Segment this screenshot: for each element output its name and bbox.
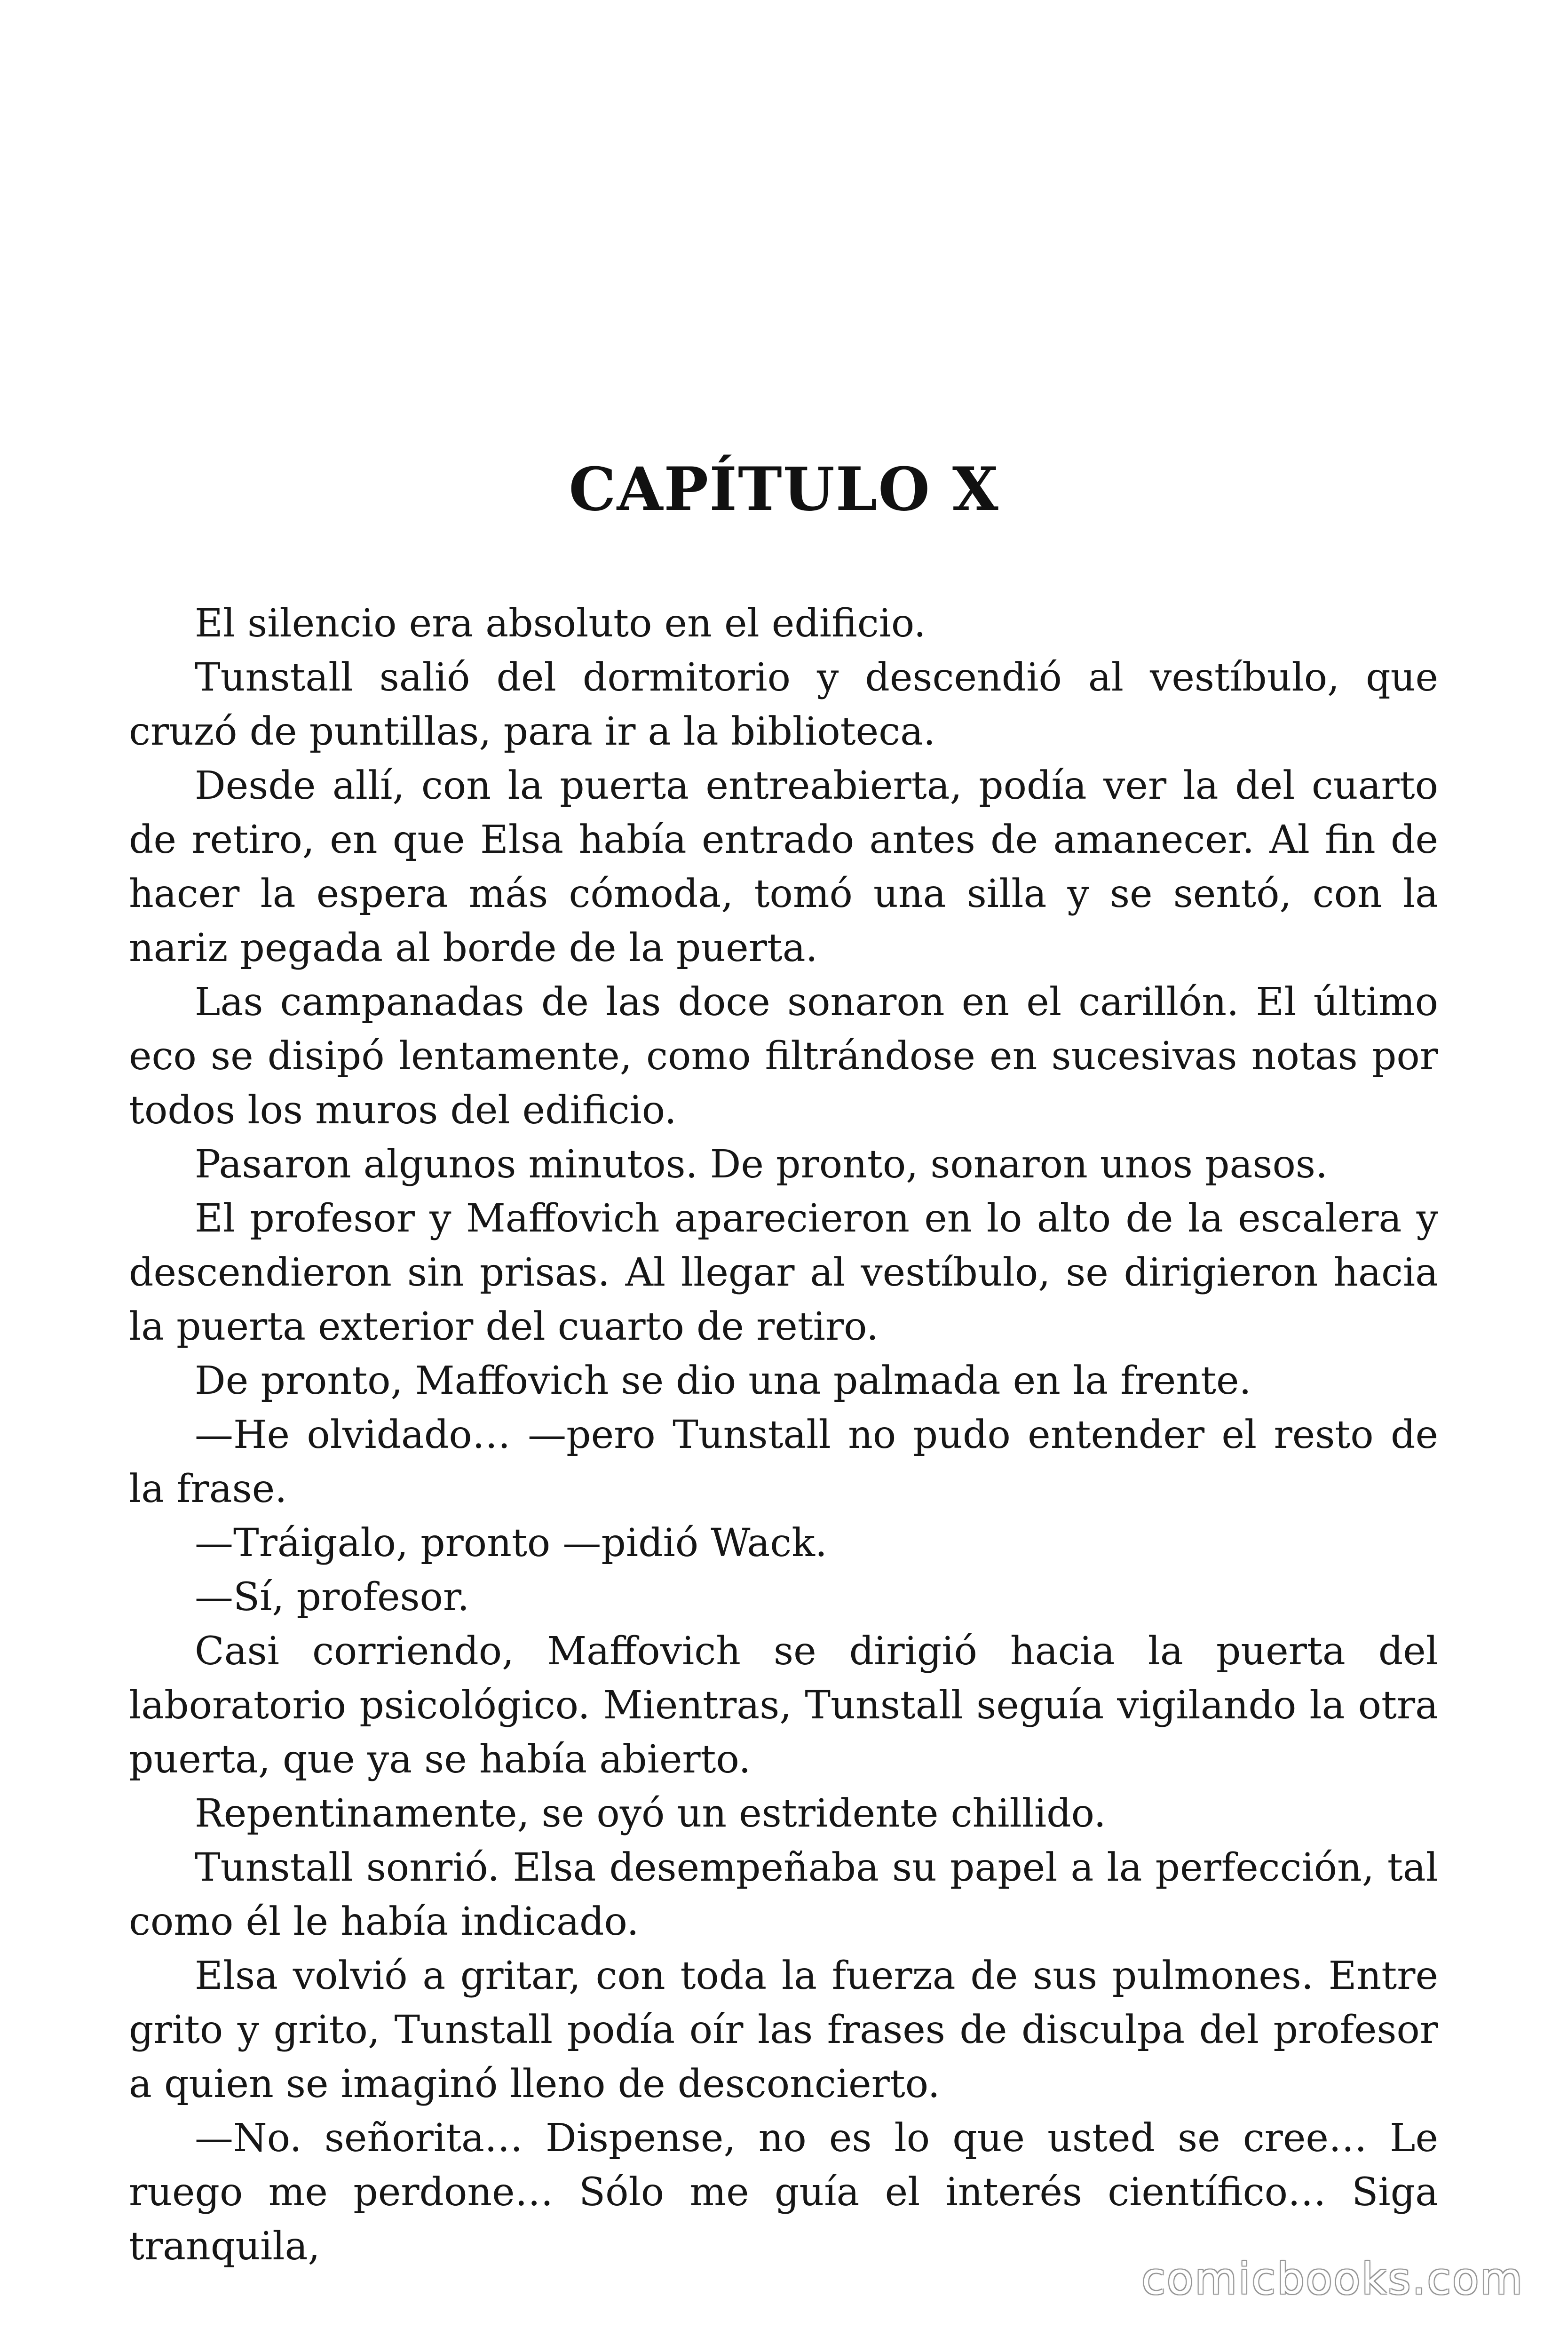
paragraph: Pasaron algunos minutos. De pronto, sonaron unos pasos.	[195, 1142, 1328, 1187]
paragraph: —He olvidado… —pero Tunstall no pudo entender el resto de la frase.	[129, 1413, 1438, 1511]
watermark: comicbooks.com	[1141, 2254, 1524, 2304]
paragraph: —No. señorita… Dispense, no es lo que usted se cree… Le ruego me perdone… Sólo me guía el interés científico… Siga tranquila,	[129, 2116, 1438, 2269]
paragraph: —Tráigalo, pronto —pidió Wack.	[195, 1521, 827, 1565]
paragraph: —Sí, profesor.	[195, 1575, 470, 1620]
paragraph: Las campanadas de las doce sonaron en el carillón. El último eco se disipó lentamente, como filtrándose en sucesivas notas por todos los muros del edificio.	[129, 980, 1438, 1133]
chapter-body	[129, 596, 1438, 2273]
paragraph: Repentinamente, se oyó un estridente chillido.	[195, 1791, 1106, 1836]
paragraph: Casi corriendo, Maffovich se dirigió hacia la puerta del laboratorio psicológico. Mientras, Tunstall seguía vigilando la otra puerta, que ya se había abierto.	[129, 1629, 1438, 1782]
paragraph: De pronto, Maffovich se dio una palmada en la frente.	[195, 1359, 1251, 1403]
paragraph: Desde allí, con la puerta entreabierta, podía ver la del cuarto de retiro, en que Elsa había entrado antes de amanecer. Al fin de hacer la espera más cómoda, tomó una silla y se sentó, con la nariz pegada al borde de la puerta.	[129, 763, 1438, 970]
paragraph: Tunstall salió del dormitorio y descendió al vestíbulo, que cruzó de puntillas, para ir a la biblioteca.	[129, 655, 1438, 754]
paragraph: El silencio era absoluto en el edificio.	[195, 601, 926, 646]
chapter-title: CAPÍTULO X	[569, 454, 999, 524]
paragraph: El profesor y Maffovich aparecieron en lo alto de la escalera y descendieron sin prisas. Al llegar al vestíbulo, se dirigieron hacia la puerta exterior del cuarto de retiro.	[129, 1196, 1438, 1349]
paragraph: Elsa volvió a gritar, con toda la fuerza de sus pulmones. Entre grito y grito, Tunstall podía oír las frases de disculpa del profesor a quien se imaginó lleno de desconcierto.	[129, 1954, 1438, 2106]
paragraph: Tunstall sonrió. Elsa desempeñaba su papel a la perfección, tal como él le había indicado.	[129, 1845, 1438, 1944]
